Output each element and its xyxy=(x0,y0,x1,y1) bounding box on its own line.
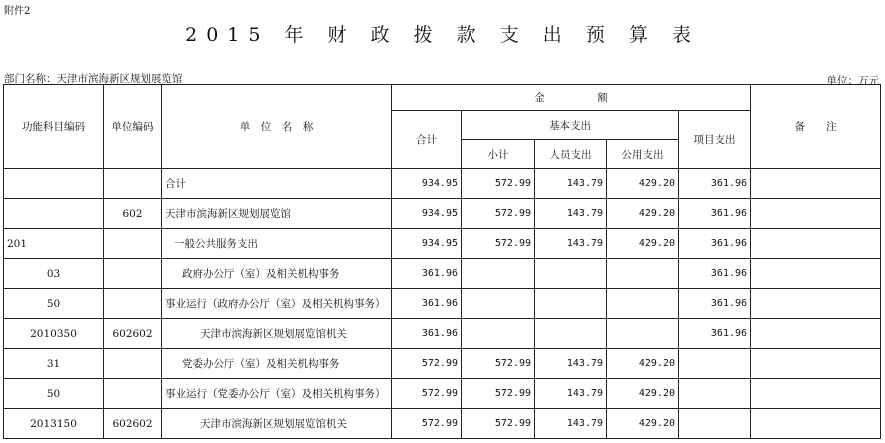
func-code-cell: 31 xyxy=(4,349,104,379)
subtotal-cell xyxy=(462,319,535,349)
personnel-cell: 143.79 xyxy=(535,379,607,409)
unit-name-cell: 党委办公厅（室）及相关机构事务 xyxy=(162,349,392,379)
total-cell: 361.96 xyxy=(392,319,462,349)
total-cell: 934.95 xyxy=(392,229,462,259)
unit-code-cell xyxy=(104,169,162,199)
unit-code-cell: 602602 xyxy=(104,409,162,439)
table-row xyxy=(4,319,881,349)
project-cell: 361.96 xyxy=(679,289,751,319)
public-cell: 429.20 xyxy=(607,199,679,229)
personnel-cell xyxy=(535,289,607,319)
table-row xyxy=(4,169,881,199)
unit-code-cell xyxy=(104,349,162,379)
remark-cell xyxy=(751,259,881,289)
unit-name-cell: 天津市滨海新区规划展览馆机关 xyxy=(162,409,392,439)
header-project: 项目支出 xyxy=(679,111,751,169)
project-cell: 361.96 xyxy=(679,229,751,259)
unit-name-cell: 一般公共服务支出 xyxy=(162,229,392,259)
unit-code-cell: 602 xyxy=(104,199,162,229)
public-cell xyxy=(607,319,679,349)
public-cell: 429.20 xyxy=(607,409,679,439)
header-unit-name: 单 位 名 称 xyxy=(162,85,392,169)
remark-cell xyxy=(751,319,881,349)
remark-cell xyxy=(751,169,881,199)
personnel-cell xyxy=(535,319,607,349)
header-subtotal: 小计 xyxy=(462,140,535,169)
table-row xyxy=(4,289,881,319)
total-cell: 572.99 xyxy=(392,379,462,409)
remark-cell xyxy=(751,229,881,259)
subtotal-cell xyxy=(462,289,535,319)
public-cell: 429.20 xyxy=(607,169,679,199)
func-code-cell: 03 xyxy=(4,259,104,289)
remark-cell xyxy=(751,289,881,319)
personnel-cell: 143.79 xyxy=(535,169,607,199)
total-cell: 934.95 xyxy=(392,169,462,199)
total-cell: 361.96 xyxy=(392,259,462,289)
header-amount: 金 额 xyxy=(392,85,751,111)
subtotal-cell xyxy=(462,259,535,289)
header-unit-code: 单位编码 xyxy=(104,85,162,169)
total-cell: 934.95 xyxy=(392,199,462,229)
remark-cell xyxy=(751,199,881,229)
personnel-cell: 143.79 xyxy=(535,349,607,379)
remark-cell xyxy=(751,349,881,379)
table-row xyxy=(4,409,881,439)
project-cell: 361.96 xyxy=(679,199,751,229)
header-func-code: 功能科目编码 xyxy=(4,85,104,169)
unit-code-cell xyxy=(104,289,162,319)
project-cell: 361.96 xyxy=(679,319,751,349)
subtotal-cell: 572.99 xyxy=(462,379,535,409)
unit-name-cell: 事业运行（政府办公厅（室）及相关机构事务） xyxy=(162,289,392,319)
unit-name-cell: 政府办公厅（室）及相关机构事务 xyxy=(162,259,392,289)
unit-label: 单位：万元 xyxy=(826,75,879,87)
table-row xyxy=(4,349,881,379)
func-code-cell: 50 xyxy=(4,379,104,409)
public-cell xyxy=(607,259,679,289)
attachment-label: 附件2 xyxy=(4,6,31,17)
func-code-cell: 2013150 xyxy=(4,409,104,439)
unit-name-cell: 事业运行（党委办公厅（室）及相关机构事务） xyxy=(162,379,392,409)
public-cell: 429.20 xyxy=(607,379,679,409)
table-row xyxy=(4,229,881,259)
table-row xyxy=(4,199,881,229)
budget-table xyxy=(3,84,881,439)
subtotal-cell: 572.99 xyxy=(462,349,535,379)
total-cell: 572.99 xyxy=(392,409,462,439)
project-cell xyxy=(679,349,751,379)
func-code-cell: 201 xyxy=(4,229,104,259)
unit-code-cell xyxy=(104,259,162,289)
func-code-cell xyxy=(4,199,104,229)
unit-name-cell: 天津市滨海新区规划展览馆 xyxy=(162,199,392,229)
project-cell xyxy=(679,379,751,409)
personnel-cell: 143.79 xyxy=(535,409,607,439)
table-row xyxy=(4,259,881,289)
func-code-cell: 50 xyxy=(4,289,104,319)
remark-cell xyxy=(751,409,881,439)
personnel-cell: 143.79 xyxy=(535,199,607,229)
header-remark: 备 注 xyxy=(751,85,881,169)
personnel-cell: 143.79 xyxy=(535,229,607,259)
public-cell xyxy=(607,289,679,319)
remark-cell xyxy=(751,379,881,409)
personnel-cell xyxy=(535,259,607,289)
project-cell: 361.96 xyxy=(679,169,751,199)
func-code-cell: 2010350 xyxy=(4,319,104,349)
public-cell: 429.20 xyxy=(607,229,679,259)
page-title: 2015 年 财 政 拨 款 支 出 预 算 表 xyxy=(185,24,700,46)
subtotal-cell: 572.99 xyxy=(462,409,535,439)
header-public: 公用支出 xyxy=(607,140,679,169)
total-cell: 361.96 xyxy=(392,289,462,319)
header-basic: 基本支出 xyxy=(462,111,679,140)
unit-name-cell: 天津市滨海新区规划展览馆机关 xyxy=(162,319,392,349)
public-cell: 429.20 xyxy=(607,349,679,379)
total-cell: 572.99 xyxy=(392,349,462,379)
project-cell xyxy=(679,409,751,439)
unit-code-cell: 602602 xyxy=(104,319,162,349)
table-row xyxy=(4,379,881,409)
department-label: 部门名称：天津市滨海新区规划展览馆 xyxy=(4,73,183,85)
unit-code-cell xyxy=(104,379,162,409)
subtotal-cell: 572.99 xyxy=(462,229,535,259)
unit-name-cell: 合计 xyxy=(162,169,392,199)
func-code-cell xyxy=(4,169,104,199)
header-total: 合计 xyxy=(392,111,462,169)
subtotal-cell: 572.99 xyxy=(462,199,535,229)
header-personnel: 人员支出 xyxy=(535,140,607,169)
project-cell: 361.96 xyxy=(679,259,751,289)
unit-code-cell xyxy=(104,229,162,259)
subtotal-cell: 572.99 xyxy=(462,169,535,199)
